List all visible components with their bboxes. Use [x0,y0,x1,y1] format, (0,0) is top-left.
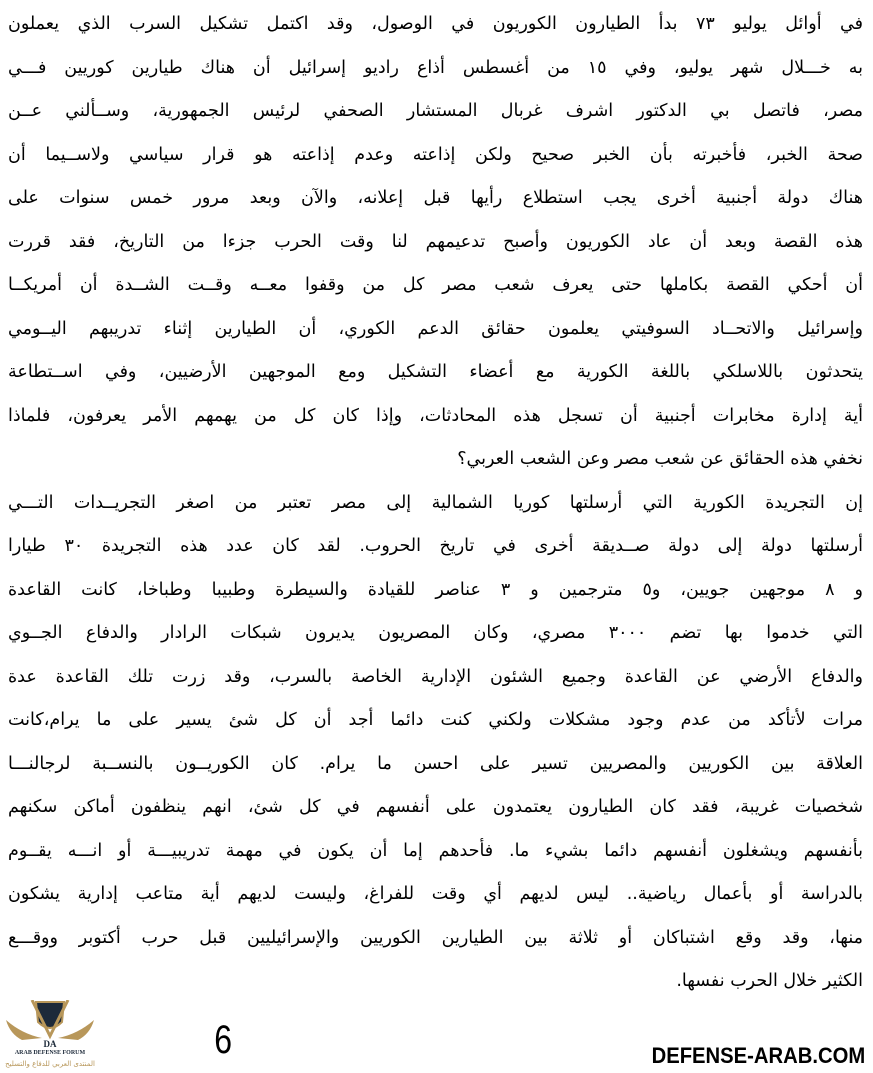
text-line: يتحدثون باللاسلكي باللغة الكورية مع أعضاء التشكيل ومع الموجهين الأرضيين، وفي اســتطاعة [8,362,863,382]
text-line: بأنفسهم ويشغلون أنفسهم دائما بشيء ما. فأحدهم إما أن يكون في مهمة تدريبيـــة أو انـــه يقــوم [8,840,863,861]
text-line: و ٨ موجهين جويين، و٥ مترجمين و ٣ عناصر للقيادة والسيطرة وطبيبا وطباخا، كانت القاعدة [8,579,863,600]
site-url: DEFENSE-ARAB.COM [651,1043,865,1068]
text-line: هناك دولة أجنبية أخرى يجب استطلاع رأيها قبل إعلانه، والآن وبعد مرور خمس سنوات على [8,188,863,208]
text-line: هذه القصة وبعد أن عاد الكوريون وأصبح تدعيمهم لنا وقت الحرب جزءا من التاريخ، فقد قررت [8,231,863,252]
text-line: بالدراسة أو بأعمال رياضية.. ليس لديهم أي وقت للفراغ، وليست لديهم أية متاعب إدارية يشكون [8,884,863,904]
logo-name: ARAB DEFENSE FORUM [14,1050,86,1056]
text-line: مرات لأتأكد من عدم وجود مشكلات ولكني كنت دائما أجد أن كل شئ يسير على ما يرام،كانت [8,710,863,730]
text-line: شخصيات غريبة، فقد كان الطيارون يعتمدون على أنفسهم في كل شئ، انهم ينظفون أماكن سكنهم [8,797,863,817]
text-line: أرسلتها دولة إلى دولة صــديقة أخرى في تاريخ الحروب. لقد كان عدد هذه التجريدة ٣٠ طيارا [8,536,863,556]
svg-text:DA: DA [43,1039,57,1049]
text-line: أية إدارة مخابرات أجنبية أن تسجل هذه المحادثات، وإذا كان كل من يهمهم الأمر يعرفون، فلماذا [8,405,863,426]
text-line: التي خدموا بها تضم ٣٠٠٠ مصري، وكان المصريون يديرون شبكات الرادار والدفاع الجــوي [8,623,863,643]
arab-defense-forum-logo [2,1000,98,1072]
text-line: إن التجريدة الكورية التي أرسلتها كوريا الشمالية إلى مصر تعتبر من اصغر التجريــدات التـــي [8,492,863,513]
shield-wings-icon [2,1000,98,1050]
text-line: والدفاع الأرضي عن القاعدة وجميع الشئون الإدارية الخاصة بالسرب، وقد زرت تلك القاعدة عدة [8,666,863,687]
text-line: منها، وقد وقع اشتباكان أو ثلاثة بين الطيارين الكوريين والإسرائيليين قبل حرب أكتوبر ووقـــع [8,927,863,948]
text-line: العلاقة بين الكوريين والمصريين تسير على احسن ما يرام. كان الكوريــون بالنســبة لرجالنـــا [8,753,863,774]
document-body [8,3,863,1004]
text-line: في أوائل يوليو ٧٣ بدأ الطيارون الكوريون في الوصول، وقد اكتمل تشكيل السرب الذي يعملون [8,14,863,34]
text-line: صحة الخبر، فأخبرته بأن الخبر صحيح ولكن إذاعته وعدم إذاعته هو قرار سياسي ولاســيما أن [8,144,863,165]
text-line: نخفي هذه الحقائق عن شعب مصر وعن الشعب العربي؟ [457,449,863,469]
text-line: به خـــلال شهر يوليو، وفي ١٥ من أغسطس أذاع راديو إسرائيل أن هناك طيارين كوريين فـــي [8,57,863,78]
page-number: 6 [214,1018,233,1062]
text-line: وإسرائيل والاتحــاد السوفيتي يعلمون حقائق الدعم الكوري، أن الطيارين إثناء تدريبهم اليــومي [8,318,863,339]
text-line: الكثير خلال الحرب نفسها. [676,971,863,991]
logo-arabic: المنتدى العربي للدفاع والتسليح [5,1060,95,1068]
text-line: أن أحكي القصة بكاملها حتى يعرف شعب مصر كل من وقفوا معــه وقــت الشــدة أن أمريكــا [8,275,863,295]
text-line: مصر، فاتصل بي الدكتور اشرف غربال المستشار الصحفي لرئيس الجمهورية، وســألني عــن [8,101,863,121]
